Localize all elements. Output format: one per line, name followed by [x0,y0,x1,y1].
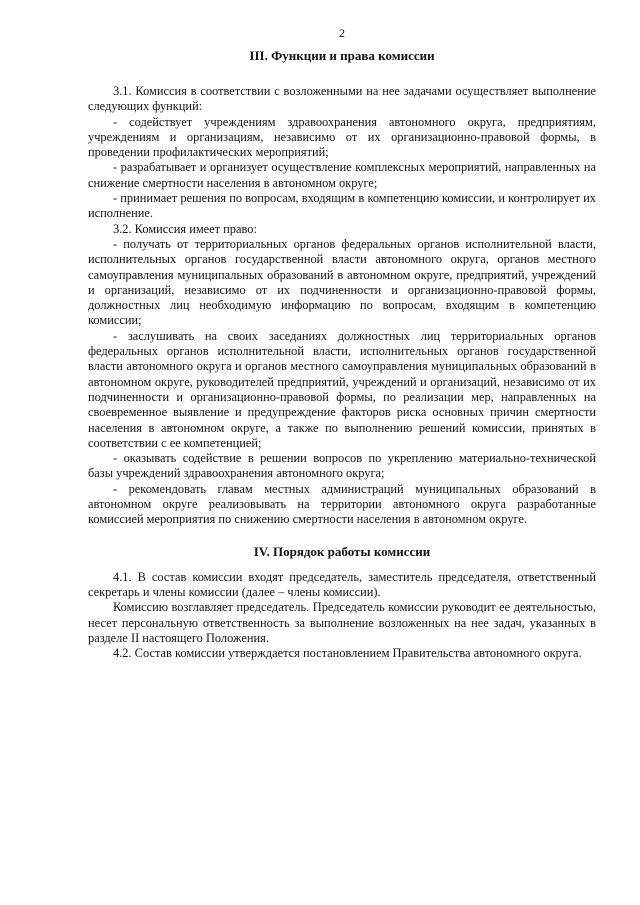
paragraph-3-1: 3.1. Комиссия в соответствии с возложенными на нее задачами осуществляет выполнение следующих функций: [88,84,596,114]
paragraph-3-2: 3.2. Комиссия имеет право: [113,221,257,236]
section-3-body [88,84,596,528]
paragraph-4-1-chairman: Комиссию возглавляет председатель. Председатель комиссии руководит ее деятельностью, несет персональную ответственность за выполнение возложенных на нее задач, указанных в разделе II настоящего Положения. [88,600,596,645]
function-item-3: - принимает решения по вопросам, входящим в компетенцию комиссии, и контролирует их исполнение. [88,191,596,221]
paragraph-4-1: 4.1. В состав комиссии входят председатель, заместитель председателя, ответственный секретарь и члены комиссии (далее – члены комиссии). [88,569,596,599]
right-item-4: - рекомендовать главам местных администраций муниципальных образований в автономном округе реализовывать на территории автономного округа разработанные комиссией мероприятия по снижению смертности населения в автономном округе. [88,481,596,527]
section-4-body [88,570,596,662]
right-item-2: - заслушивать на своих заседаниях должностных лиц территориальных органов федеральных органов исполнительной власти, исполнительных органов государственной власти автономного округа и органов местного самоуправления муниципальных образований в автономном округе, руководителей предприятий, учреждений и организаций, независимо от их подчиненности и организационно-правовой формы, по реализации мер, направленных на своевременное выявление и предупреждение факторов риска основных причин смертности населения в автономном округе, а также по выполнению решений комиссии, принятых в соответствии с ее компетенцией; [88,328,596,450]
paragraph-4-2: 4.2. Состав комиссии утверждается постановлением Правительства автономного округа. [113,646,582,661]
section-4-title: IV. Порядок работы комиссии [253,543,431,559]
right-item-3: - оказывать содействие в решении вопросов по укреплению материально-технической базы учреждений здравоохранения автономного округа; [88,451,596,481]
section-3-title: III. Функции и права комиссии [249,48,435,63]
function-item-1: - содействует учреждениям здравоохранения автономного округа, предприятиям, учреждениям и организациям, независимо от их организационно-правовой формы, в проведении профилактических мероприятий; [88,114,596,160]
page-number: 2 [339,26,345,40]
right-item-1: - получать от территориальных органов федеральных органов исполнительной власти, исполнительных органов государственной власти автономного округа, органов местного самоуправления муниципальных образований в автономном округе, предприятий, учреждений и организаций, независимо от их подчиненности и организационно-правовой формы, должностных лиц необходимую информацию по вопросам, входящим в компетенцию комиссии; [88,236,596,328]
function-item-2: - разрабатывает и организует осуществление комплексных мероприятий, направленных на снижение смертности населения в автономном округе; [88,160,596,190]
